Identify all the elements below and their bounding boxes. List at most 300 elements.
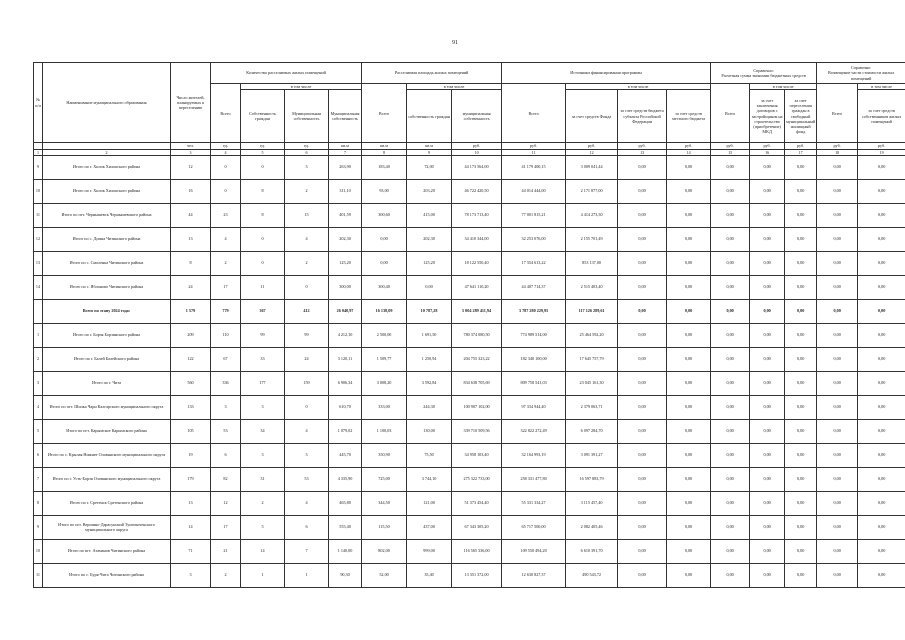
value-cell: 44 014 444,00 [502, 179, 566, 203]
value-cell: 0,00 [667, 371, 711, 395]
column-number-cell: 11 [502, 149, 566, 155]
value-cell: 4 335,90 [329, 467, 362, 491]
value-cell: 0,00 [711, 371, 750, 395]
value-cell: 0,00 [750, 467, 785, 491]
value-cell: 0,00 [711, 539, 750, 563]
value-cell: 344,50 [362, 491, 407, 515]
value-cell: 3 009 041,44 [566, 155, 618, 179]
value-cell: 0,00 [817, 323, 858, 347]
value-cell: 244,30 [407, 395, 452, 419]
row-number-cell: 7 [34, 467, 43, 491]
value-cell: 6 097 284,70 [566, 419, 618, 443]
unit-cell: руб. [452, 143, 502, 149]
value-cell: 12 630 827,37 [502, 563, 566, 587]
value-cell: 1 100,03 [362, 419, 407, 443]
value-cell: 0,00 [618, 155, 667, 179]
value-cell: 202,30 [407, 227, 452, 251]
value-cell: 0,00 [667, 419, 711, 443]
value-cell: 3 592,84 [407, 371, 452, 395]
value-cell: 32 164 993,19 [502, 443, 566, 467]
municipality-name-cell: Итого по г. Хилок Хилокского района [43, 179, 171, 203]
row-number-cell: 11 [34, 203, 43, 227]
value-cell: 13 [171, 227, 211, 251]
value-cell: 13 351 372,00 [452, 563, 502, 587]
value-cell: 336 [211, 371, 241, 395]
value-cell: 0,00 [858, 563, 905, 587]
value-cell: 0,00 [750, 347, 785, 371]
value-cell: 300,40 [362, 275, 407, 299]
value-cell: 0,00 [858, 251, 905, 275]
value-cell: 0,00 [750, 251, 785, 275]
value-cell: 560 [171, 371, 211, 395]
value-cell: 5 [241, 515, 285, 539]
value-cell: 116 565 336,00 [452, 539, 502, 563]
row-number-cell: 10 [34, 539, 43, 563]
value-cell: 31 [241, 467, 285, 491]
value-cell: 93,00 [362, 179, 407, 203]
value-cell: 0,00 [785, 539, 817, 563]
table-row [34, 203, 905, 227]
value-cell: 0,00 [750, 515, 785, 539]
value-cell: 0,00 [817, 179, 858, 203]
value-cell: 0,00 [817, 299, 858, 323]
value-cell: 0,00 [618, 443, 667, 467]
value-cell: 0,00 [667, 347, 711, 371]
value-cell: 0,00 [785, 491, 817, 515]
value-cell: 0,00 [750, 227, 785, 251]
row-number-cell: 1 [34, 323, 43, 347]
value-cell: 4 414 273,30 [566, 203, 618, 227]
value-cell: 16 138,09 [362, 299, 407, 323]
value-cell: 99 [285, 323, 329, 347]
value-cell: 115,50 [362, 515, 407, 539]
value-cell: 0,00 [711, 515, 750, 539]
value-cell: 809 758 541,03 [502, 371, 566, 395]
value-cell: 0,00 [618, 491, 667, 515]
row-number-cell: 11 [34, 563, 43, 587]
value-cell: 3 [285, 443, 329, 467]
value-cell: 834 638 705,69 [452, 371, 502, 395]
unit-cell: руб. [618, 143, 667, 149]
value-cell: 72,00 [407, 155, 452, 179]
value-cell: 55 331 334,27 [502, 491, 566, 515]
value-cell: 2 515 403,40 [566, 275, 618, 299]
value-cell: 0 [241, 155, 285, 179]
value-cell: 555,40 [329, 515, 362, 539]
value-cell: 0,00 [858, 275, 905, 299]
value-cell: 0 [211, 179, 241, 203]
column-number-cell: 9 [407, 149, 452, 155]
value-cell: 0,00 [750, 395, 785, 419]
value-cell: 17 645 757,79 [566, 347, 618, 371]
value-cell: 780 374 080,50 [452, 323, 502, 347]
value-cell: 0,00 [667, 515, 711, 539]
value-cell: 13 [171, 491, 211, 515]
value-cell: 1 [285, 563, 329, 587]
value-cell: 0,00 [817, 515, 858, 539]
value-cell: 0,00 [618, 323, 667, 347]
value-cell: 0,00 [817, 275, 858, 299]
header-compensation-owners: за счет средств собственников жилых помещений [858, 90, 905, 143]
column-number-cell: 18 [817, 149, 858, 155]
value-cell: 51 373 454,40 [452, 491, 502, 515]
table-row [34, 395, 905, 419]
value-cell: 0,00 [667, 563, 711, 587]
value-cell: 159 [285, 371, 329, 395]
row-number-cell [34, 299, 43, 323]
value-cell: 4 [211, 227, 241, 251]
stage-total-row [34, 299, 905, 323]
header-economy-reference: Справочно: Расчетная сумма экономии бюджетных средств [711, 63, 817, 84]
column-number-cell: 10 [452, 149, 502, 155]
value-cell: 44 173 564,00 [452, 155, 502, 179]
unit-cell: кв.м [329, 143, 362, 149]
header-finance-incl: в том числе [566, 84, 711, 90]
value-cell: 0,00 [711, 155, 750, 179]
header-local-budget-source: за счет средств местного бюджета [667, 90, 711, 143]
value-cell: 2 155 701,49 [566, 227, 618, 251]
value-cell: 0 [285, 395, 329, 419]
unit-cell: ед. [285, 143, 329, 149]
value-cell: 311,10 [329, 179, 362, 203]
value-cell: 0,00 [817, 491, 858, 515]
municipality-name-cell: Итого по пгт. Вершино-Дарасунский Тунгокоченского муниципального округа [43, 515, 171, 539]
value-cell: 179 [171, 467, 211, 491]
value-cell: 17 354 613,22 [502, 251, 566, 275]
value-cell: 258 331 477,80 [502, 467, 566, 491]
row-number-cell: 10 [34, 179, 43, 203]
column-number-cell: 12 [566, 149, 618, 155]
resettlement-report-table [33, 62, 905, 588]
row-number-cell: 9 [34, 515, 43, 539]
value-cell: 35,40 [407, 563, 452, 587]
value-cell: 0,00 [858, 515, 905, 539]
header-residents: Число жителей, планируемых к переселению [171, 63, 211, 143]
value-cell: 23 [211, 203, 241, 227]
value-cell: 99 [241, 323, 285, 347]
value-cell: 0,00 [711, 467, 750, 491]
table-row [34, 275, 905, 299]
value-cell: 0,00 [618, 515, 667, 539]
municipality-name-cell: Итого по с. Яблоново Читинского района [43, 275, 171, 299]
value-cell: 41 179 400,15 [502, 155, 566, 179]
value-cell: 8 [241, 179, 285, 203]
unit-cell: руб. [667, 143, 711, 149]
value-cell: 0,00 [817, 467, 858, 491]
value-cell: 53 [285, 467, 329, 491]
value-cell: 0,00 [667, 179, 711, 203]
value-cell: 0,00 [858, 491, 905, 515]
value-cell: 0,00 [817, 347, 858, 371]
value-cell: 0,00 [750, 203, 785, 227]
value-cell: 34 [241, 419, 285, 443]
column-number-cell: 4 [211, 149, 241, 155]
value-cell: 53 [211, 419, 241, 443]
value-cell: 853 137,00 [566, 251, 618, 275]
header-count-incl: в том числе [241, 84, 362, 90]
value-cell: 46 722 420,50 [452, 179, 502, 203]
value-cell: 177 [241, 371, 285, 395]
value-cell: 19 [171, 443, 211, 467]
value-cell: 0,00 [785, 563, 817, 587]
row-number-cell: 13 [34, 251, 43, 275]
header-count-group: Количество расселяемых жилых помещений [211, 63, 362, 84]
value-cell: 1 579 [171, 299, 211, 323]
value-cell: 14 [171, 515, 211, 539]
value-cell: 0,00 [785, 251, 817, 275]
municipality-name-cell: Итого по пгт. Атаманов Читинского района [43, 539, 171, 563]
value-cell: 16 597 883,79 [566, 467, 618, 491]
value-cell: 0,00 [618, 371, 667, 395]
unit-cell: чел. [171, 143, 211, 149]
value-cell: 0,00 [750, 179, 785, 203]
value-cell: 0,00 [618, 419, 667, 443]
value-cell: 78 173 713,40 [452, 203, 502, 227]
value-cell: 32 253 076,00 [502, 227, 566, 251]
value-cell: 490 543,72 [566, 563, 618, 587]
value-cell: 4 [285, 227, 329, 251]
column-number-cell: 2 [43, 149, 171, 155]
value-cell: 0,00 [667, 539, 711, 563]
table-row [34, 467, 905, 491]
value-cell: 0,00 [785, 323, 817, 347]
value-cell: 300,00 [329, 275, 362, 299]
value-cell: 0,00 [667, 299, 711, 323]
header-fund-source: за счет средств Фонда [566, 90, 618, 143]
value-cell: 2 [211, 563, 241, 587]
value-cell: 133 [171, 395, 211, 419]
table-row [34, 443, 905, 467]
column-number-cell: 7 [329, 149, 362, 155]
column-number-cell: 5 [241, 149, 285, 155]
value-cell: 2 [211, 251, 241, 275]
value-cell: 0,00 [750, 539, 785, 563]
unit-cell: руб. [711, 143, 750, 149]
value-cell: 0,00 [858, 203, 905, 227]
column-number-cell: 14 [667, 149, 711, 155]
value-cell: 3 091 391,27 [566, 443, 618, 467]
table-row [34, 227, 905, 251]
value-cell: 0,00 [618, 467, 667, 491]
value-cell: 0,00 [667, 227, 711, 251]
value-cell: 2 [285, 179, 329, 203]
value-cell: 0,00 [785, 419, 817, 443]
value-cell: 11 [241, 275, 285, 299]
value-cell: 44 407 714,37 [502, 275, 566, 299]
value-cell: 0,00 [858, 443, 905, 467]
value-cell: 339 710 509,56 [452, 419, 502, 443]
value-cell: 0,00 [858, 323, 905, 347]
column-number-cell: 16 [750, 149, 785, 155]
value-cell: 2 171 877,00 [566, 179, 618, 203]
value-cell: 0,00 [785, 467, 817, 491]
value-cell: 350,90 [362, 443, 407, 467]
value-cell: 1 691,50 [407, 323, 452, 347]
municipality-name-cell: Итого по с. Крылая Нижнее Оловянского муниципального округа [43, 443, 171, 467]
value-cell: 0,00 [750, 323, 785, 347]
value-cell: 0,00 [618, 563, 667, 587]
value-cell: 0,00 [817, 419, 858, 443]
value-cell: 0,00 [618, 227, 667, 251]
value-cell: 0,00 [618, 203, 667, 227]
value-cell: 0,00 [785, 227, 817, 251]
value-cell: 3 744,10 [407, 467, 452, 491]
value-cell: 2 082 405,46 [566, 515, 618, 539]
header-municipality-name: Наименование муниципального образования [43, 63, 171, 143]
value-cell: 0,00 [785, 515, 817, 539]
value-cell: 75,50 [407, 443, 452, 467]
value-cell: 401,59 [329, 203, 362, 227]
unit-cell: руб. [502, 143, 566, 149]
row-number-cell: 12 [34, 227, 43, 251]
value-cell: 0,00 [711, 227, 750, 251]
value-cell: 0,00 [618, 299, 667, 323]
value-cell: 0 [211, 155, 241, 179]
value-cell: 202,30 [329, 227, 362, 251]
value-cell: 3 [241, 395, 285, 419]
header-count-municipal-own: Муниципальная собственность [285, 90, 329, 143]
header-row-number: № п/п [34, 63, 43, 143]
value-cell: 6 906,34 [329, 371, 362, 395]
value-cell: 67 343 305,20 [452, 515, 502, 539]
column-number-cell: 15 [711, 149, 750, 155]
municipality-name-cell: Итого по пгт. Карымское Карымского района [43, 419, 171, 443]
value-cell: 0,00 [711, 395, 750, 419]
value-cell: 122 [171, 347, 211, 371]
municipality-name-cell: Итого по г. Хилок Хилокского района [43, 155, 171, 179]
municipality-name-cell: Всего по этапу 2024 года: [43, 299, 171, 323]
column-number-cell: 19 [858, 149, 905, 155]
value-cell: 65 717 500,00 [502, 515, 566, 539]
municipality-name-cell: Итого по пгт. Шилка Чарн Калгарского муниципального округа [43, 395, 171, 419]
value-cell: 3 [211, 395, 241, 419]
column-number-cell: 13 [618, 149, 667, 155]
unit-cell: ед. [211, 143, 241, 149]
value-cell: 2 [285, 251, 329, 275]
value-cell: 182 340 100,00 [502, 347, 566, 371]
header-area-municipal-own: муниципальная собственность [452, 90, 502, 143]
row-number-cell: 2 [34, 347, 43, 371]
value-cell: 12 [171, 155, 211, 179]
value-cell: 0,00 [618, 251, 667, 275]
unit-cell: кв.м [407, 143, 452, 149]
value-cell: 0,00 [858, 395, 905, 419]
value-cell: 18 122 550,40 [452, 251, 502, 275]
column-number-cell: 17 [785, 149, 817, 155]
header-area-incl: в том числе [407, 84, 502, 90]
value-cell: 121,00 [407, 491, 452, 515]
value-cell: 2 [241, 491, 285, 515]
table-row [34, 419, 905, 443]
value-cell: 3 008,20 [362, 371, 407, 395]
value-cell: 8 [171, 251, 211, 275]
value-cell: 33 [241, 347, 285, 371]
value-cell: 0,00 [817, 563, 858, 587]
table-row [34, 323, 905, 347]
unit-cell: руб. [566, 143, 618, 149]
value-cell: 0,00 [667, 491, 711, 515]
municipality-name-cell: Итого по г. Усть-Борзя Оловянского муниципального округа [43, 467, 171, 491]
value-cell: 97 334 944,40 [502, 395, 566, 419]
value-cell: 300,60 [362, 203, 407, 227]
header-finance-group: Источники финансирования программы [502, 63, 711, 84]
value-cell: 412 [285, 299, 329, 323]
value-cell: 445,70 [329, 443, 362, 467]
value-cell: 125,20 [329, 251, 362, 275]
value-cell: 0,00 [667, 467, 711, 491]
value-cell: 4 212,10 [329, 323, 362, 347]
value-cell: 465,80 [329, 491, 362, 515]
value-cell: 0,00 [711, 323, 750, 347]
value-cell: 0,00 [785, 443, 817, 467]
unit-cell: руб. [858, 143, 905, 149]
value-cell: 0 [285, 275, 329, 299]
table-row [34, 539, 905, 563]
value-cell: 130,00 [407, 419, 452, 443]
value-cell: 0,00 [618, 275, 667, 299]
value-cell: 6 [211, 443, 241, 467]
value-cell: 0,00 [667, 155, 711, 179]
value-cell: 0,00 [667, 203, 711, 227]
value-cell: 47 641 110,20 [452, 275, 502, 299]
value-cell: 3 [171, 563, 211, 587]
value-cell: 0,00 [407, 275, 452, 299]
column-number-cell: 8 [362, 149, 407, 155]
value-cell: 3 120,11 [329, 347, 362, 371]
value-cell: 0,00 [711, 275, 750, 299]
value-cell: 3 115 457,40 [566, 491, 618, 515]
value-cell: 0,00 [858, 227, 905, 251]
value-cell: 25 464 592,20 [566, 323, 618, 347]
row-number-cell: 8 [34, 491, 43, 515]
value-cell: 0,00 [667, 395, 711, 419]
value-cell: 0,00 [750, 419, 785, 443]
header-compensation-incl: в том числе [858, 84, 905, 90]
header-count-citizens-own: Собственность граждан [241, 90, 285, 143]
value-cell: 0,00 [817, 371, 858, 395]
value-cell: 34 410 344,00 [452, 227, 502, 251]
header-finance-total: Всего [502, 84, 566, 143]
value-cell: 5 004 289 411,94 [452, 299, 502, 323]
value-cell: 34 958 103,40 [452, 443, 502, 467]
table-row [34, 371, 905, 395]
value-cell: 105 [171, 419, 211, 443]
value-cell: 0,00 [362, 227, 407, 251]
value-cell: 71 [171, 539, 211, 563]
value-cell: 100 907 102,00 [452, 395, 502, 419]
municipality-name-cell: Итого по с. Домна Читинского района [43, 227, 171, 251]
value-cell: 3 787 280 229,95 [502, 299, 566, 323]
value-cell: 109 550 494,20 [502, 539, 566, 563]
value-cell: 0,00 [750, 155, 785, 179]
value-cell: 2 379 063,71 [566, 395, 618, 419]
header-count-municipal-own-2: Муниципальная собственность [329, 90, 362, 143]
column-number-cell: 3 [171, 149, 211, 155]
value-cell: 0,00 [711, 563, 750, 587]
value-cell: 0 [241, 227, 285, 251]
value-cell: 15 [285, 203, 329, 227]
unit-cell: руб. [785, 143, 817, 149]
value-cell: 0,00 [817, 227, 858, 251]
value-cell: 0,00 [858, 347, 905, 371]
value-cell: 0,00 [858, 299, 905, 323]
value-cell: 0 [241, 251, 285, 275]
unit-cell: руб. [750, 143, 785, 149]
value-cell: 0,00 [750, 275, 785, 299]
header-economy-total: Всего [711, 84, 750, 143]
value-cell: 0,00 [711, 299, 750, 323]
value-cell: 367 [241, 299, 285, 323]
